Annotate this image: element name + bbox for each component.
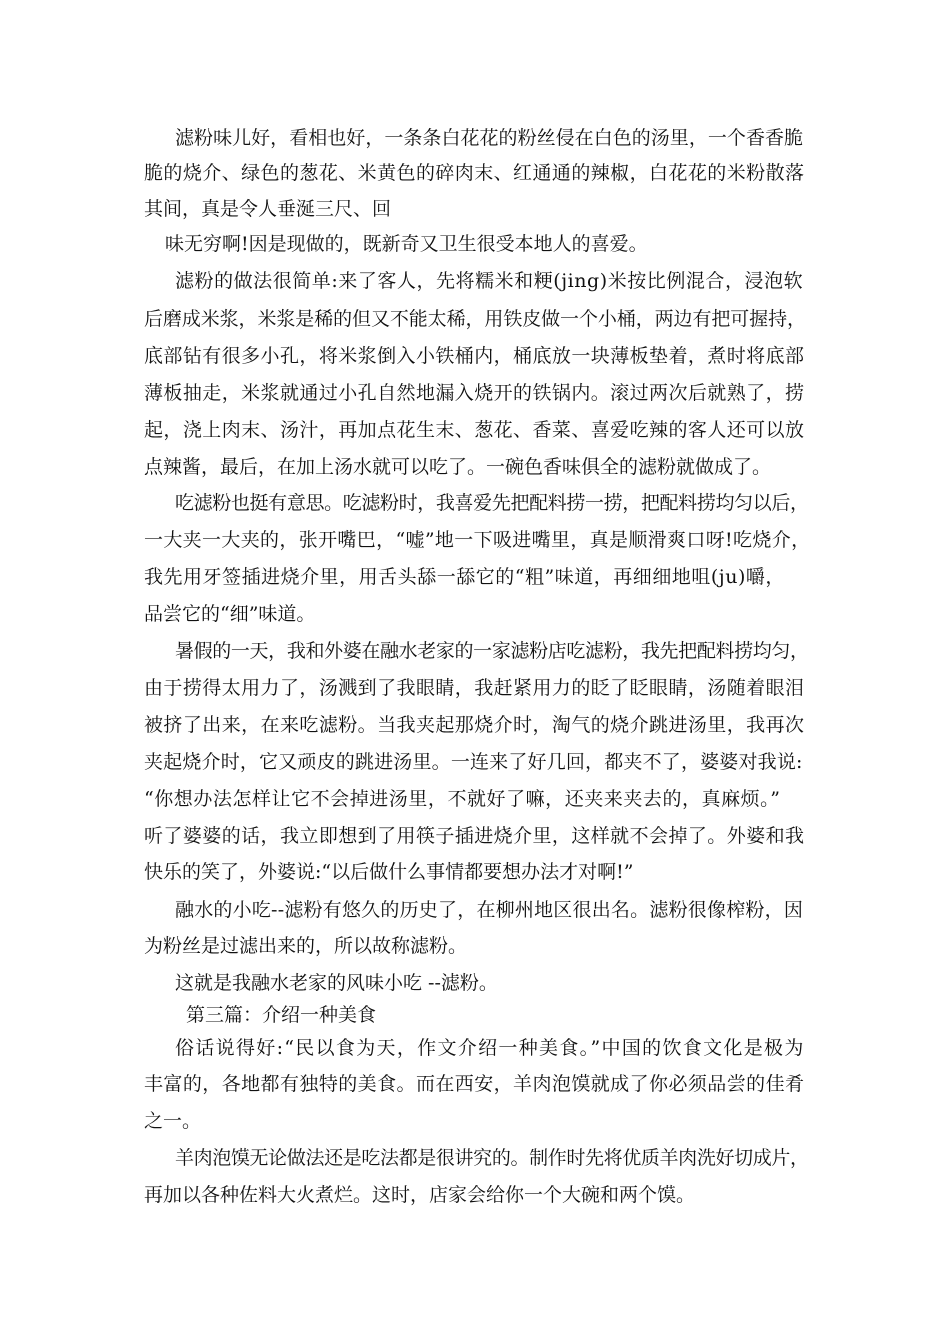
text-line: 滤粉的做法很简单:来了客人，先将糯米和粳(jing)米按比例混合，浸泡软 [175,270,804,292]
text-line: 再加以各种佐料大火煮烂。这时，店家会给你一个大碗和两个馍。 [144,1184,696,1206]
text-line: 由于捞得太用力了，汤溅到了我眼睛，我赶紧用力的眨了眨眼睛，汤随着眼泪 [144,677,805,699]
text-line: 之一。 [144,1110,202,1132]
text-line: “你想办法怎样让它不会掉进汤里，不就好了嘛，还夹来夹去的，真麻烦。” [144,788,781,810]
text-line: 丰富的，各地都有独特的美食。而在西安，羊肉泡馍就成了你必须品尝的佳肴 [144,1073,805,1095]
text-line: 融水的小吃--滤粉有悠久的历史了，在柳州地区很出名。滤粉很像榨粉，因 [175,899,804,921]
text-line: 听了婆婆的话，我立即想到了用筷子插进烧介里，这样就不会掉了。外婆和我 [144,825,805,847]
text-line: 快乐的笑了，外婆说:“以后做什么事情都要想办法才对啊!” [144,861,634,883]
text-line: 脆的烧介、绿色的葱花、米黄色的碎肉末、红通通的辣椒，白花花的米粉散落 [144,162,805,184]
text-line: 薄板抽走，米浆就通过小孔自然地漏入烧开的铁锅内。滚过两次后就熟了，捞 [144,382,805,404]
text-line: 底部钻有很多小孔，将米浆倒入小铁桶内，桶底放一块薄板垫着，煮时将底部 [144,345,805,367]
text-line: 俗话说得好:“民以食为天，作文介绍一种美食。”中国的饮食文化是极为 [175,1037,805,1059]
text-line: 夹起烧介时，它又顽皮的跳进汤里。一连来了好几回，都夹不了，婆婆对我说: [144,751,803,773]
text-line: 我先用牙签插进烧介里，用舌头舔一舔它的“粗”味道，再细细地咀(ju)嚼， [144,566,785,588]
text-line: 后磨成米浆，米浆是稀的但又不能太稀，用铁皮做一个小桶，两边有把可握持， [144,308,806,330]
text-line: 羊肉泡馍无论做法还是吃法都是很讲究的。制作时先将优质羊肉洗好切成片， [175,1147,809,1169]
text-line: 点辣酱，最后，在加上汤水就可以吃了。一碗色香味俱全的滤粉就做成了。 [144,456,772,478]
text-line: 一大夹一大夹的，张开嘴巴，“嘘”地一下吸进嘴里，真是顺滑爽口呀!吃烧介， [144,529,811,551]
text-line: 这就是我融水老家的风味小吃 --滤粉。 [175,972,498,994]
text-line: 为粉丝是过滤出来的，所以故称滤粉。 [144,935,468,957]
section-heading: 第三篇：介绍一种美食 [186,1004,377,1026]
text-line: 暑假的一天，我和外婆在融水老家的一家滤粉店吃滤粉，我先把配料捞均匀， [175,640,809,662]
text-line: 味无穷啊!因是现做的，既新奇又卫生很受本地人的喜爱。 [165,233,648,255]
text-line: 起，浇上肉末、汤汁，再加点花生末、葱花、香菜、喜爱吃辣的客人还可以放 [144,419,805,441]
text-line: 品尝它的“细”味道。 [144,603,316,625]
text-line: 其间，真是令人垂涎三尺、回 [144,198,392,220]
text-line: 被挤了出来，在来吃滤粉。当我夹起那烧介时，淘气的烧介跳进汤里，我再次 [144,714,805,736]
text-line: 滤粉味儿好，看相也好，一条条白花花的粉丝侵在白色的汤里，一个香香脆 [175,127,804,149]
text-line: 吃滤粉也挺有意思。吃滤粉时，我喜爱先把配料捞一捞，把配料捞均匀以后， [175,492,809,514]
